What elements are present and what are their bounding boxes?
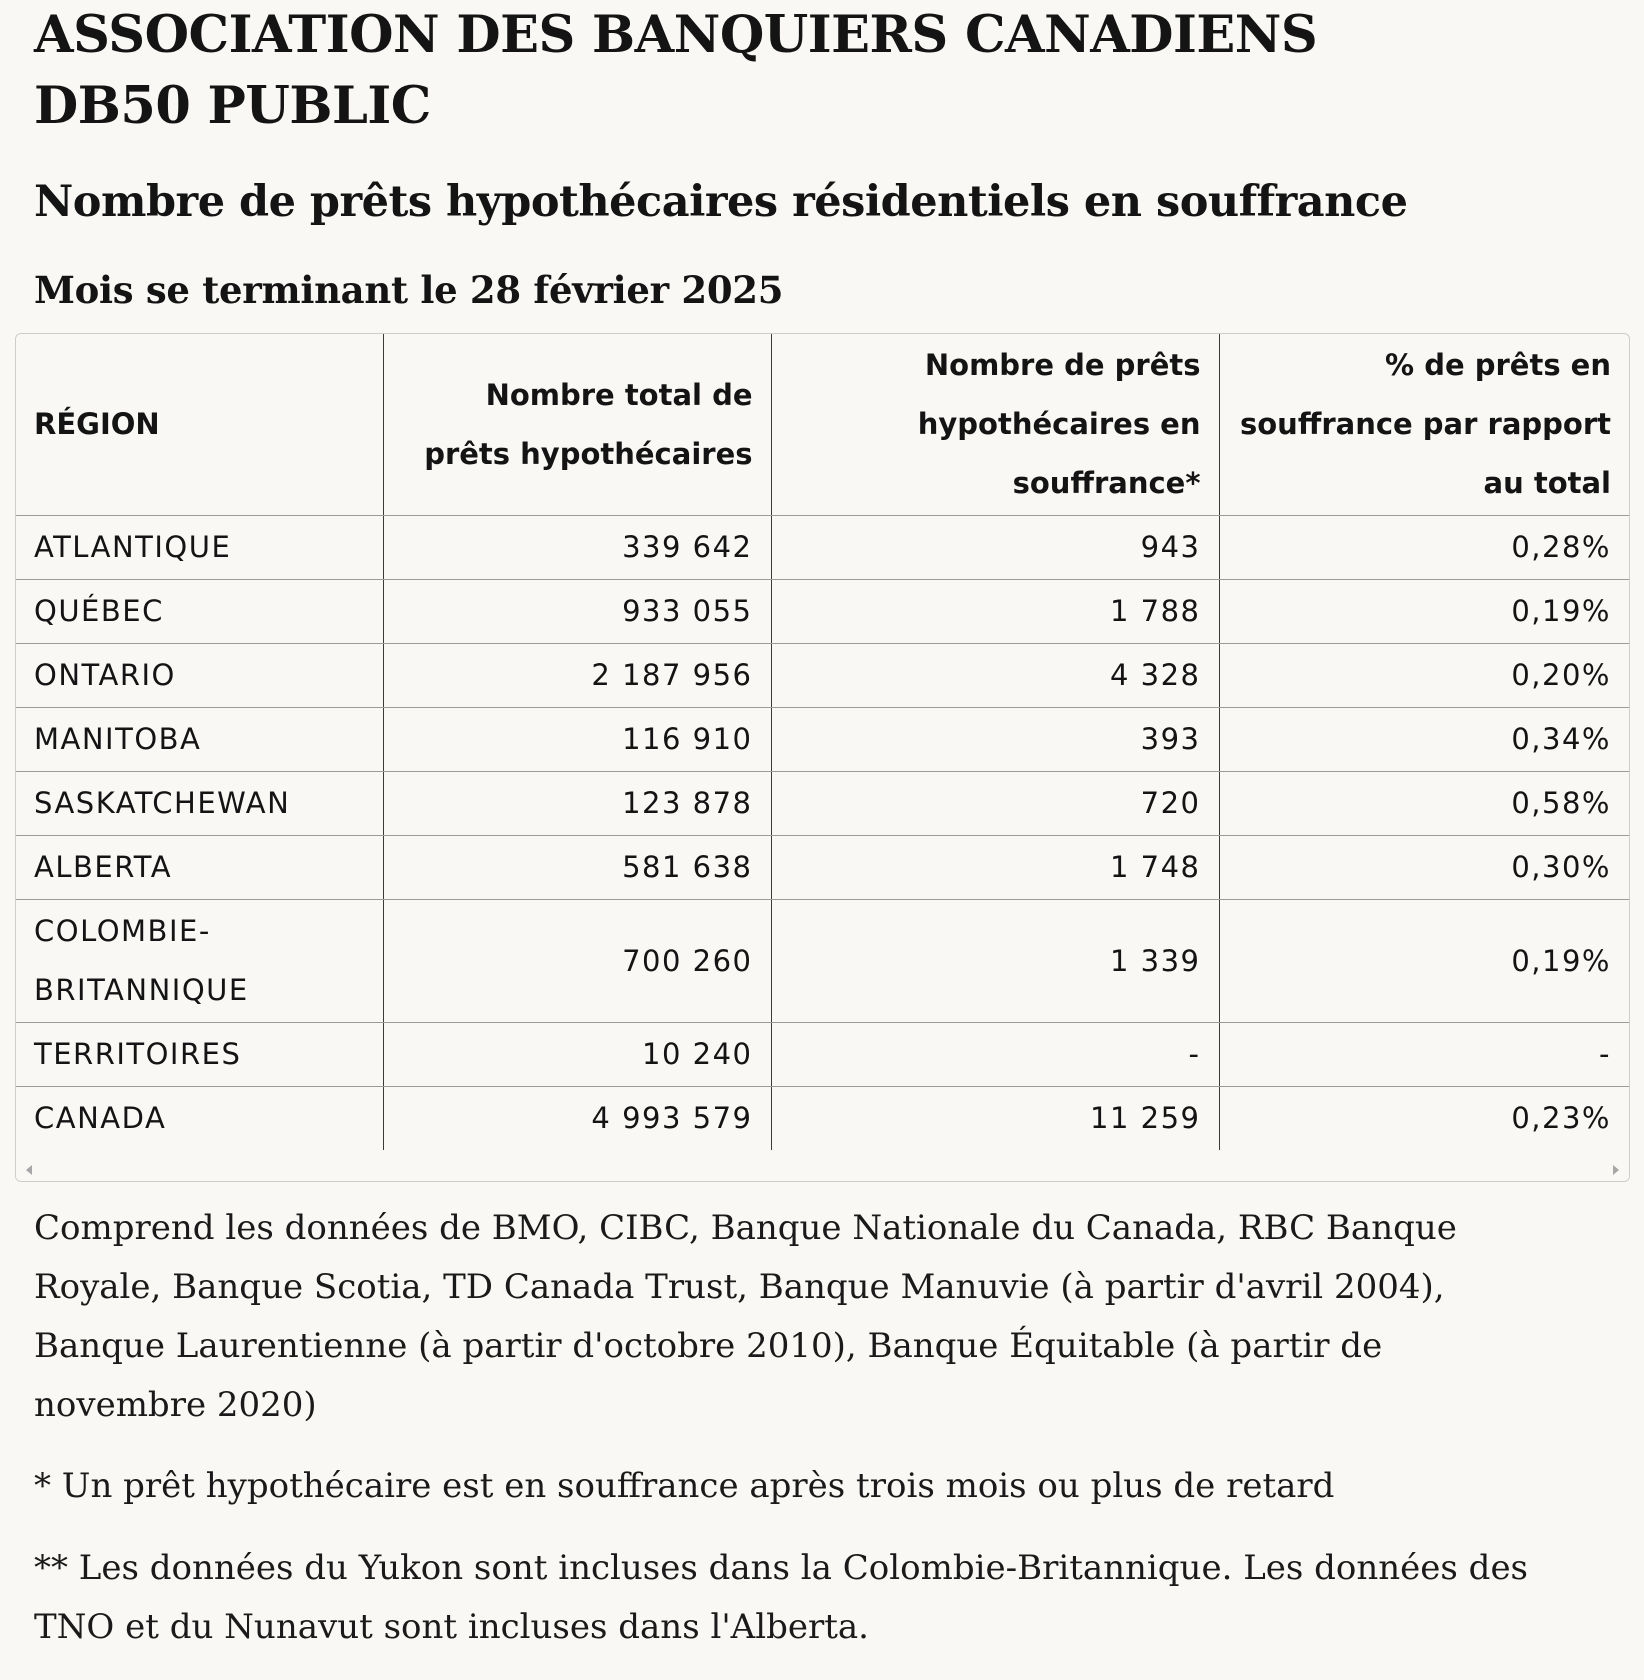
cell-total-loans: 116 910 — [383, 708, 771, 772]
table-row — [16, 580, 1629, 644]
cell-delinquent-loans: 11 259 — [771, 1087, 1219, 1151]
cell-total-loans: 2 187 956 — [383, 644, 771, 708]
cell-delinquent-loans: 1 748 — [771, 836, 1219, 900]
footnote-territories: ** Les données du Yukon sont incluses dans la Colombie-Britannique. Les données des TNO et du Nunavut sont incluses dans l'Alberta. — [34, 1548, 1529, 1647]
cell-total-loans: 123 878 — [383, 772, 771, 836]
footnote-sources: Comprend les données de BMO, CIBC, Banque Nationale du Canada, RBC Banque Royale, Banque Scotia, TD Canada Trust, Banque Manuvie (à partir d'avril 2004), Banque Laurentienne (à partir d'octobre 2010), Banque Équitable (à partir de novembre 2020) — [34, 1208, 1457, 1425]
table-row — [16, 516, 1629, 580]
scroll-right-arrow-icon[interactable] — [1613, 1165, 1619, 1175]
cell-delinquent-loans: 4 328 — [771, 644, 1219, 708]
cell-delinquent-loans: 720 — [771, 772, 1219, 836]
cell-region: ATLANTIQUE — [16, 516, 383, 580]
cell-delinquent-percent: 0,20% — [1219, 644, 1629, 708]
cell-delinquent-percent: 0,34% — [1219, 708, 1629, 772]
cell-delinquent-percent: 0,19% — [1219, 580, 1629, 644]
scroll-left-arrow-icon[interactable] — [26, 1165, 32, 1175]
table-row — [16, 708, 1629, 772]
cell-region: ALBERTA — [16, 836, 383, 900]
footnotes — [34, 1199, 1534, 1680]
cell-region: TERRITOIRES — [16, 1023, 383, 1087]
table-row — [16, 900, 1629, 1023]
cell-delinquent-loans: 1 339 — [771, 900, 1219, 1023]
cell-delinquent-loans: - — [771, 1023, 1219, 1087]
cell-total-loans: 339 642 — [383, 516, 771, 580]
column-header-region: RÉGION — [16, 334, 383, 516]
horizontal-scrollbar[interactable] — [16, 1159, 1629, 1181]
column-header-delinquent-percent: % de prêts en souffrance par rapport au total — [1219, 334, 1629, 516]
cell-region: QUÉBEC — [16, 580, 383, 644]
cell-delinquent-percent: 0,28% — [1219, 516, 1629, 580]
footnote-delinquency-definition: * Un prêt hypothécaire est en souffrance après trois mois ou plus de retard — [34, 1466, 1335, 1506]
cell-region: ONTARIO — [16, 644, 383, 708]
page-title: ASSOCIATION DES BANQUIERS CANADIENS DB50 PUBLIC — [34, 5, 1318, 136]
page-subtitle: Nombre de prêts hypothécaires résidentiels en souffrance — [34, 177, 1408, 227]
table-row — [16, 1087, 1629, 1151]
cell-delinquent-loans: 943 — [771, 516, 1219, 580]
cell-region: MANITOBA — [16, 708, 383, 772]
page — [0, 0, 1644, 316]
cell-delinquent-percent: 0,30% — [1219, 836, 1629, 900]
period-heading: Mois se terminant le 28 février 2025 — [34, 268, 784, 312]
cell-delinquent-percent: - — [1219, 1023, 1629, 1087]
cell-delinquent-loans: 1 788 — [771, 580, 1219, 644]
table-scroll-container[interactable] — [15, 333, 1630, 1182]
cell-total-loans: 581 638 — [383, 836, 771, 900]
table-row — [16, 772, 1629, 836]
cell-region: COLOMBIE-BRITANNIQUE — [16, 900, 383, 1023]
cell-total-loans: 4 993 579 — [383, 1087, 771, 1151]
cell-delinquent-loans: 393 — [771, 708, 1219, 772]
cell-region: SASKATCHEWAN — [16, 772, 383, 836]
table-row — [16, 644, 1629, 708]
table-header-row — [16, 334, 1629, 516]
cell-delinquent-percent: 0,19% — [1219, 900, 1629, 1023]
cell-total-loans: 700 260 — [383, 900, 771, 1023]
delinquency-table — [16, 334, 1629, 1150]
cell-total-loans: 10 240 — [383, 1023, 771, 1087]
column-header-total-loans: Nombre total de prêts hypothécaires — [383, 334, 771, 516]
cell-delinquent-percent: 0,58% — [1219, 772, 1629, 836]
column-header-delinquent-loans: Nombre de prêts hypothécaires en souffrance* — [771, 334, 1219, 516]
cell-region: CANADA — [16, 1087, 383, 1151]
table-row — [16, 1023, 1629, 1087]
cell-delinquent-percent: 0,23% — [1511, 1101, 1611, 1135]
table-row — [16, 836, 1629, 900]
cell-total-loans: 933 055 — [383, 580, 771, 644]
